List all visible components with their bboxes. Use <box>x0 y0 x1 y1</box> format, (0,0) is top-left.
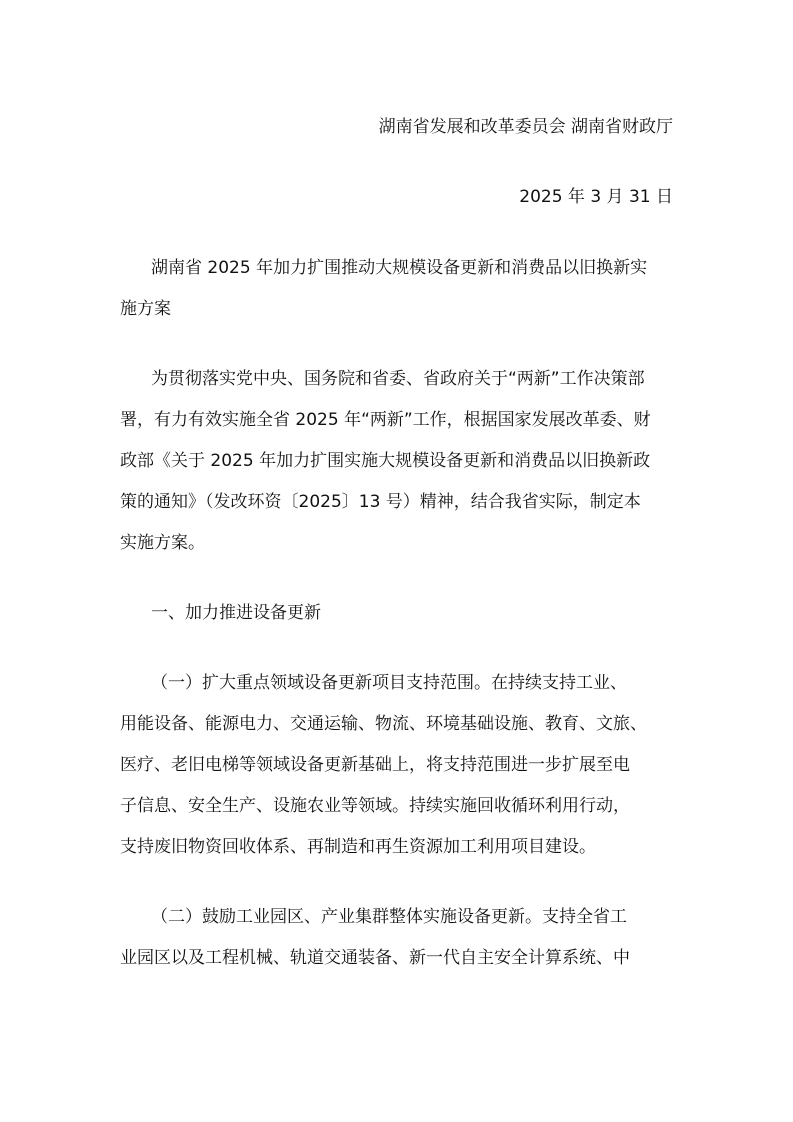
paragraph-line: （一）扩大重点领域设备更新项目支持范围。在持续支持工业、 <box>151 673 627 693</box>
section-heading <box>120 593 680 634</box>
preamble-paragraph <box>120 359 680 564</box>
paragraph-line: 政部《关于 2025 年加力扩围实施大规模设备更新和消费品以旧换新政 <box>120 451 651 471</box>
issuer-line: 湖南省发展和改革委员会 湖南省财政厅 <box>378 117 673 137</box>
paragraph-line: 医疗、老旧电梯等领域设备更新基础上，将支持范围进一步扩展至电 <box>120 755 630 775</box>
paragraph-line: 子信息、安全生产、设施农业等领域。持续实施回收循环利用行动， <box>120 796 630 816</box>
paragraph-line: 署，有力有效实施全省 2025 年“两新”工作，根据国家发展改革委、财 <box>120 410 651 430</box>
item-paragraph <box>120 897 680 979</box>
document-body <box>120 248 680 1008</box>
document-title <box>120 248 680 330</box>
paragraph-line: 一、加力推进设备更新 <box>151 603 321 623</box>
paragraph-line: 用能设备、能源电力、交通运输、物流、环境基础设施、教育、文旅、 <box>120 714 647 734</box>
paragraph-line: （二）鼓励工业园区、产业集群整体实施设备更新。支持全省工 <box>151 907 627 927</box>
paragraph-line: 策的通知》（发改环资〔2025〕13 号）精神，结合我省实际，制定本 <box>120 492 641 512</box>
paragraph-line: 业园区以及工程机械、轨道交通装备、新一代自主安全计算系统、中 <box>120 948 630 968</box>
paragraph-line: 湖南省 2025 年加力扩围推动大规模设备更新和消费品以旧换新实 <box>151 258 648 278</box>
paragraph-line: 施方案 <box>120 299 171 319</box>
paragraph-line: 支持废旧物资回收体系、再制造和再生资源加工利用项目建设。 <box>120 837 596 857</box>
paragraph-line: 为贯彻落实党中央、国务院和省委、省政府关于“两新”工作决策部 <box>151 369 645 389</box>
issue-date: 2025 年 3 月 31 日 <box>519 187 673 207</box>
item-paragraph <box>120 663 680 868</box>
paragraph-line: 实施方案。 <box>120 533 205 553</box>
